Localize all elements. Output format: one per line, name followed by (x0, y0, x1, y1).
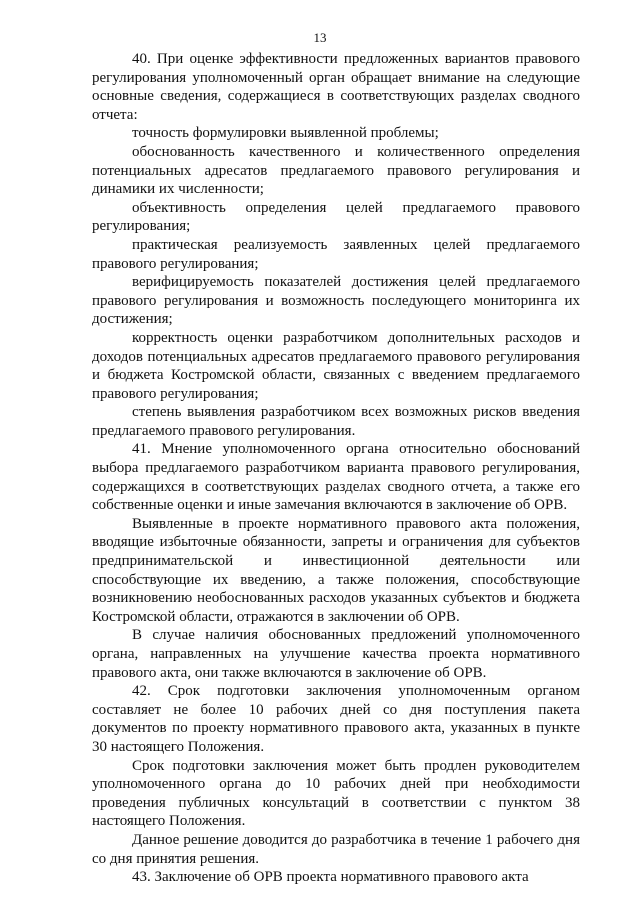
document-body (92, 50, 580, 887)
criterion-addressees: обоснованность качественного и количественного определения потенциальных адресатов предлагаемого правового регулирования и динамики их численности; (92, 143, 580, 198)
criterion-problem-accuracy: точность формулировки выявленной проблемы; (132, 125, 439, 142)
paragraph-41: 41. Мнение уполномоченного органа относительно обоснований выбора предлагаемого разработчиком варианта правового регулирования, содержащихся в соответствующих разделах сводного отчета, а также его собственные оценки и иные замечания включаются в заключение об ОРВ. (92, 441, 580, 514)
criterion-costs-assessment: корректность оценки разработчиком дополнительных расходов и доходов потенциальных адресатов предлагаемого правового регулирования и бюджета Костромской области, связанных с введением предлагаемого правового регулирования; (92, 329, 580, 402)
paragraph-42-extension: Срок подготовки заключения может быть продлен руководителем уполномоченного органа до 10 рабочих дней при необходимости проведения публичных консультаций в соответствии с пунктом 38 настоящего Положения. (92, 757, 580, 830)
criterion-goals-objectivity: объективность определения целей предлагаемого правового регулирования; (92, 199, 580, 235)
criterion-verifiability: верифицируемость показателей достижения целей предлагаемого правового регулирования и возможность последующего мониторинга их достижения; (92, 274, 580, 328)
paragraph-41-proposals: В случае наличия обоснованных предложений уполномоченного органа, направленных на улучшение качества проекта нормативного правового акта, они также включаются в заключение об ОРВ. (92, 627, 580, 681)
paragraph-42-notification: Данное решение доводится до разработчика в течение 1 рабочего дня со дня принятия решения. (92, 831, 580, 867)
paragraph-43: 43. Заключение об ОРВ проекта нормативного правового акта (132, 869, 529, 886)
paragraph-41-provisions: Выявленные в проекте нормативного правового акта положения, вводящие избыточные обязанности, запреты и ограничения для субъектов предпринимательской и инвестиционной деятельности или способствующие их введению, а также положения, способствующие возникновению необоснованных расходов указанных субъектов и бюджета Костромской области, отражаются в заключении об ОРВ. (92, 515, 580, 625)
criterion-risks: степень выявления разработчиком всех возможных рисков введения предлагаемого правового регулирования. (92, 404, 580, 439)
page-number: 13 (313, 30, 327, 45)
criterion-goals-feasibility: практическая реализуемость заявленных целей предлагаемого правового регулирования; (92, 236, 580, 272)
paragraph-42: 42. Срок подготовки заключения уполномоченным органом составляет не более 10 рабочих дней со дня поступления пакета документов по проекту нормативного правового акта, указанных в пункте 30 настоящего Положения. (92, 683, 580, 755)
paragraph-40-intro: 40. При оценке эффективности предложенных вариантов правового регулирования уполномоченный орган обращает внимание на следующие основные сведения, содержащиеся в соответствующих разделах сводного отчета: (92, 51, 580, 123)
